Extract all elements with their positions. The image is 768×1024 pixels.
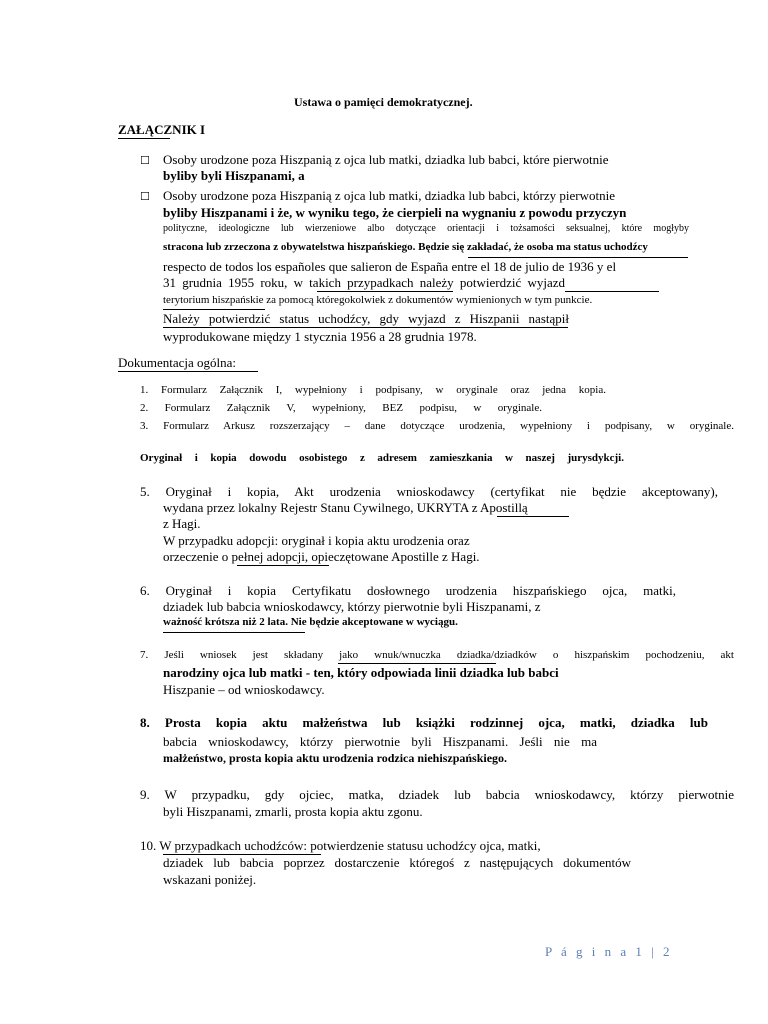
item-6-line-1: 6. Oryginał i kopia Certyfikatu dosłownego urodzenia hiszpańskiego ojca, matki, <box>140 583 676 598</box>
bullet-2-line-1: Osoby urodzone poza Hiszpanią z ojca lub matki, dziadka lub babci, którzy pierwotnie <box>163 188 615 203</box>
item-8-line-1: 8. Prosta kopia aktu małżeństwa lub książki rodzinnej ojca, matki, dziadka lub <box>140 715 708 730</box>
bullet-2-line-6: 31 grudnia 1955 roku, w takich przypadkach należy potwierdzić wyjazd <box>163 275 565 290</box>
item-5-line-1: 5. Oryginał i kopia, Akt urodzenia wnioskodawcy (certyfikat nie będzie akceptowany), <box>140 484 718 499</box>
general-doc-3: 3. Formularz Arkusz rozszerzający – dane dotyczące urodzenia, wypełniony i podpisany, w oryginale. <box>140 420 734 432</box>
item-10-line-3: wskazani poniżej. <box>163 872 257 887</box>
bullet-2-line-7: terytorium hiszpańskie za pomocą któregokolwiek z dokumentów wymienionych w tym punkcie. <box>163 294 593 306</box>
bullet-1-line-1: Osoby urodzone poza Hiszpanią z ojca lub matki, dziadka lub babci, które pierwotnie <box>163 152 609 167</box>
bullet-2-line-8: Należy potwierdzić status uchodźcy, gdy wyjazd z Hiszpanii nastąpił <box>163 311 569 326</box>
annex-heading: ZAŁĄCZNIK I <box>118 122 206 137</box>
item-6-line-3: ważność krótsza niż 2 lata. Nie będzie akceptowane w wyciągu. <box>163 616 458 628</box>
item-8-line-3: małżeństwo, prosta kopia aktu urodzenia rodzica niehiszpańskiego. <box>163 751 508 765</box>
bullet-1-line-2: byliby byli Hiszpanami, a <box>163 168 305 183</box>
item-6-line-2: dziadek lub babcia wnioskodawcy, którzy pierwotnie byli Hiszpanami, z <box>163 599 541 614</box>
square-bullet-icon: ☐ <box>140 190 150 203</box>
bullet-2-line-5: respecto de todos los españoles que salieron de España entre el 18 de julio de 1936 y el <box>163 259 617 274</box>
item-10-line-1: 10. W przypadkach uchodźców: potwierdzenie statusu uchodźcy ojca, matki, <box>140 838 541 853</box>
item-8-line-2: babcia wnioskodawcy, którzy pierwotnie byli Hiszpanami. Jeśli nie ma <box>163 734 597 749</box>
bullet-2-line-3: polityczne, ideologiczne lub wierzeniowe albo dotyczące orientacji i tożsamości seksualnej, które mogłyby <box>163 223 689 234</box>
item-5-line-3: z Hagi. <box>163 516 201 531</box>
item-5-line-4: W przypadku adopcji: oryginał i kopia aktu urodzenia oraz <box>163 533 470 548</box>
id-note: Oryginał i kopia dowodu osobistego z adresem zamieszkania w naszej jurysdykcji. <box>140 452 624 464</box>
general-docs-heading: Dokumentacja ogólna: <box>118 355 237 370</box>
square-bullet-icon: ☐ <box>140 154 150 167</box>
item-5-line-5: orzeczenie o pełnej adopcji, opieczętowane Apostille z Hagi. <box>163 549 480 564</box>
bullet-2-line-4: stracona lub zrzeczona z obywatelstwa hiszpańskiego. Będzie się zakładać, że osoba ma status uchodźcy <box>163 241 648 253</box>
item-5-line-2: wydana przez lokalny Rejestr Stanu Cywilnego, UKRYTA z Apostillą <box>163 500 528 515</box>
item-9-line-1: 9. W przypadku, gdy ojciec, matka, dziadek lub babcia wnioskodawcy, którzy pierwotnie <box>140 787 734 802</box>
general-doc-2: 2. Formularz Załącznik V, wypełniony, BEZ podpisu, w oryginale. <box>140 402 542 414</box>
item-7-line-2: narodziny ojca lub matki - ten, który odpowiada linii dziadka lub babci <box>163 665 559 680</box>
item-7-line-1: 7. Jeśli wniosek jest składany jako wnuk/wnuczka dziadka/dziadków o hiszpańskim pochodzeniu, akt <box>140 649 734 661</box>
item-10-line-2: dziadek lub babcia poprzez dostarczenie któregoś z następujących dokumentów <box>163 855 631 870</box>
document-title: Ustawa o pamięci demokratycznej. <box>294 95 473 109</box>
item-9-line-2: byli Hiszpanami, zmarli, prosta kopia aktu zgonu. <box>163 804 423 819</box>
page-number-footer: P á g i n a 1 | 2 <box>545 944 673 959</box>
bullet-2-line-9: wyprodukowane między 1 stycznia 1956 a 28 grudnia 1978. <box>163 329 477 344</box>
item-7-line-3: Hiszpanie – od wnioskodawcy. <box>163 682 325 697</box>
bullet-2-line-2: byliby Hiszpanami i że, w wyniku tego, że cierpieli na wygnaniu z powodu przyczyn <box>163 205 627 220</box>
general-doc-1: 1. Formularz Załącznik I, wypełniony i podpisany, w oryginale oraz jedna kopia. <box>140 384 606 396</box>
